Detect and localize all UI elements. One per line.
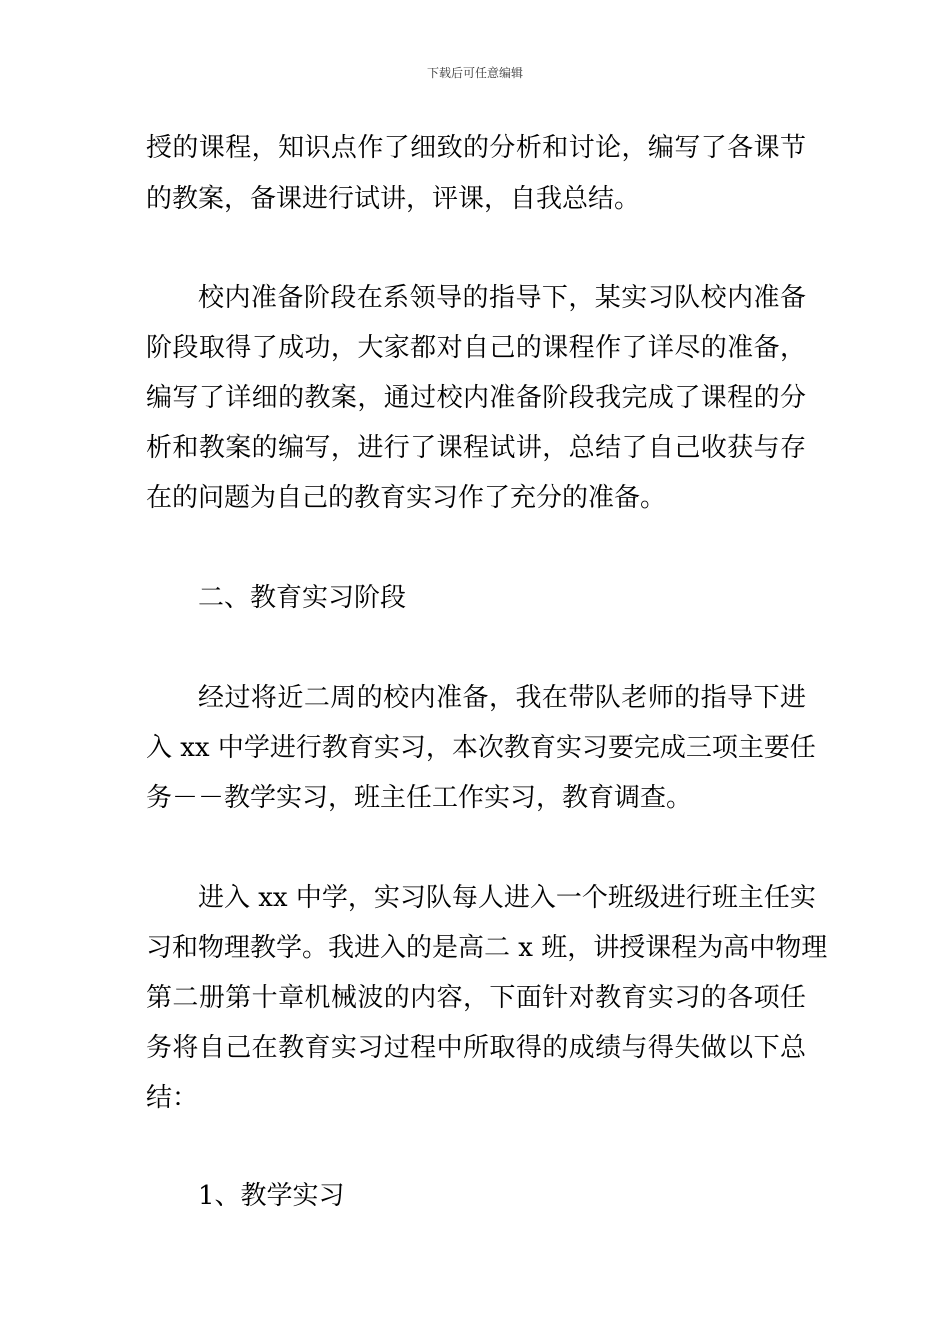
paragraph-line: 在的问题为自己的教育实习作了充分的准备。 xyxy=(146,483,667,513)
page-header: 下载后可任意编辑 xyxy=(426,66,523,80)
paragraph-line: 结： xyxy=(146,1083,199,1113)
paragraph-line: 经过将近二周的校内准备，我在带队老师的指导下进 xyxy=(198,683,806,713)
paragraph-line: 务将自己在教育实习过程中所取得的成绩与得失做以下总 xyxy=(146,1033,806,1063)
subsection-heading: 1、教学实习 xyxy=(198,1181,345,1211)
paragraph-line: 校内准备阶段在系领导的指导下，某实习队校内准备 xyxy=(198,283,806,313)
paragraph-line: 的教案，备课进行试讲，评课，自我总结。 xyxy=(146,184,641,214)
paragraph-line: 习和物理教学。我进入的是高二 x 班，讲授课程为高中物理 xyxy=(146,933,828,963)
paragraph-line: 阶段取得了成功，大家都对自己的课程作了详尽的准备， xyxy=(146,333,806,363)
paragraph-line: 进入 xx 中学，实习队每人进入一个班级进行班主任实 xyxy=(198,883,816,913)
paragraph-line: 编写了详细的教案，通过校内准备阶段我完成了课程的分 xyxy=(146,383,806,413)
paragraph-line: 入 xx 中学进行教育实习，本次教育实习要完成三项主要任 xyxy=(146,733,816,763)
paragraph-line: 析和教案的编写，进行了课程试讲，总结了自己收获与存 xyxy=(146,433,806,463)
paragraph-line: 务－－教学实习，班主任工作实习，教育调查。 xyxy=(146,783,693,813)
paragraph-line: 第二册第十章机械波的内容，下面针对教育实习的各项任 xyxy=(146,983,806,1013)
section-heading: 二、教育实习阶段 xyxy=(198,583,407,613)
paragraph-line: 授的课程，知识点作了细致的分析和讨论，编写了各课节 xyxy=(146,133,806,163)
